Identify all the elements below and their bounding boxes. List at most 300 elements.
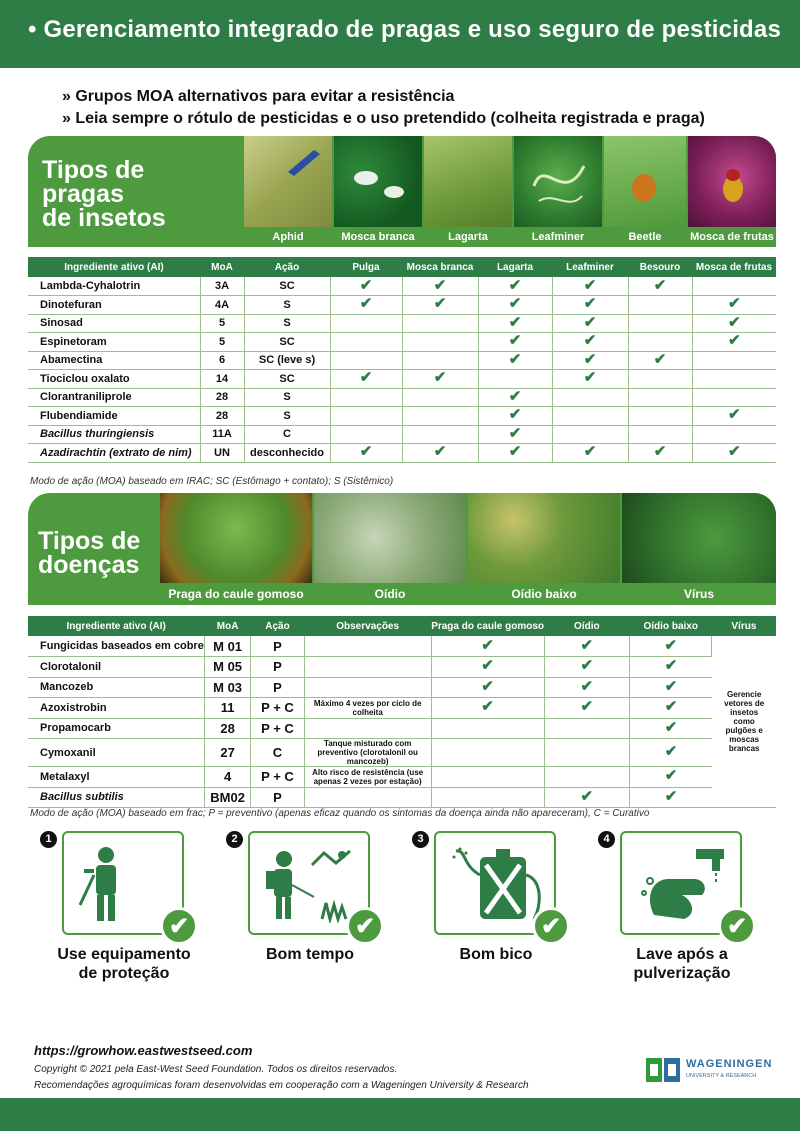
check-icon: ✔ bbox=[508, 387, 522, 405]
check-icon: ✔ bbox=[508, 443, 522, 461]
check-cell bbox=[628, 388, 692, 407]
ingredient-name: Azadirachtin (extrato de nim) bbox=[28, 444, 200, 463]
sprayer-nozzle-icon bbox=[448, 845, 548, 928]
check-cell bbox=[330, 370, 402, 389]
fungicide-note: Modo de ação (MOA) baseado em frac; P = preventivo (apenas eficaz quando os sintomas da doença ainda não apareceram), C = Curativo bbox=[30, 808, 650, 819]
photo-leafminer bbox=[514, 136, 602, 247]
check-icon: ✔ bbox=[433, 295, 447, 313]
table-row bbox=[28, 388, 776, 407]
check-cell bbox=[544, 677, 630, 698]
step-label bbox=[416, 945, 576, 964]
check-icon: ✔ bbox=[433, 443, 447, 461]
check-cell bbox=[330, 407, 402, 426]
check-cell bbox=[692, 296, 776, 315]
ingredient-name: Espinetoram bbox=[28, 333, 200, 352]
check-circle-icon: ✔ bbox=[532, 907, 570, 945]
check-icon: ✔ bbox=[664, 657, 678, 675]
moa-value: M 01 bbox=[204, 636, 251, 657]
check-cell bbox=[628, 314, 692, 333]
check-circle-icon: ✔ bbox=[346, 907, 384, 945]
check-icon: ✔ bbox=[727, 406, 741, 424]
check-icon: ✔ bbox=[583, 443, 597, 461]
table-header: Praga do caule gomoso bbox=[431, 616, 544, 636]
check-cell bbox=[402, 425, 478, 444]
step-label-line: pulverização bbox=[633, 965, 731, 982]
photo-gummy-stem bbox=[160, 493, 312, 605]
moa-value: BM02 bbox=[204, 787, 251, 808]
ingredient-name: Abamectina bbox=[28, 351, 200, 370]
check-icon: ✔ bbox=[727, 295, 741, 313]
check-cell bbox=[431, 767, 544, 788]
check-cell bbox=[692, 277, 776, 296]
intro-line-1: » Grupos MOA alternativos para evitar a resistência bbox=[62, 88, 455, 105]
moa-value: M 03 bbox=[204, 677, 251, 698]
action-value: SC (leve s) bbox=[244, 351, 330, 370]
observation: Máximo 4 vezes por ciclo de colheita bbox=[304, 698, 431, 719]
check-icon: ✔ bbox=[359, 369, 373, 387]
check-cell bbox=[692, 444, 776, 463]
table-row bbox=[28, 739, 776, 767]
check-cell bbox=[552, 277, 628, 296]
check-cell bbox=[330, 351, 402, 370]
step-label bbox=[230, 945, 390, 964]
check-cell bbox=[330, 296, 402, 315]
observation bbox=[304, 636, 431, 657]
check-icon: ✔ bbox=[359, 276, 373, 294]
ingredient-name: Propamocarb bbox=[28, 718, 204, 739]
moa-value: 11 bbox=[204, 698, 251, 719]
check-cell bbox=[330, 444, 402, 463]
check-icon: ✔ bbox=[664, 767, 678, 785]
photo-aphid bbox=[244, 136, 332, 247]
ingredient-name: Azoxistrobin bbox=[28, 698, 204, 719]
check-cell bbox=[431, 718, 544, 739]
check-icon: ✔ bbox=[583, 332, 597, 350]
action-value: P bbox=[251, 636, 304, 657]
check-icon: ✔ bbox=[580, 657, 594, 675]
check-cell bbox=[552, 370, 628, 389]
check-cell bbox=[402, 277, 478, 296]
check-cell bbox=[402, 444, 478, 463]
check-cell bbox=[692, 425, 776, 444]
ingredient-name: Dinotefuran bbox=[28, 296, 200, 315]
observation bbox=[304, 787, 431, 808]
moa-value: 27 bbox=[204, 739, 251, 767]
moa-value: 5 bbox=[200, 333, 244, 352]
check-icon: ✔ bbox=[481, 698, 494, 716]
header-bar bbox=[0, 0, 800, 68]
check-icon: ✔ bbox=[664, 787, 678, 805]
action-value: C bbox=[244, 425, 330, 444]
check-icon: ✔ bbox=[508, 406, 522, 424]
intro-line-2: » Leia sempre o rótulo de pesticidas e o uso pretendido (colheita registrada e praga) bbox=[62, 110, 705, 127]
action-value: P bbox=[251, 657, 304, 678]
check-icon: ✔ bbox=[583, 276, 597, 294]
table-header: MoA bbox=[200, 257, 244, 277]
table-row bbox=[28, 351, 776, 370]
check-cell bbox=[552, 333, 628, 352]
check-cell bbox=[628, 277, 692, 296]
check-cell bbox=[478, 444, 552, 463]
check-icon: ✔ bbox=[727, 443, 741, 461]
check-cell bbox=[478, 277, 552, 296]
check-icon: ✔ bbox=[727, 332, 741, 350]
ingredient-name: Clorotalonil bbox=[28, 657, 204, 678]
table-row bbox=[28, 277, 776, 296]
photo-caption: Leafminer bbox=[514, 227, 602, 247]
check-icon: ✔ bbox=[481, 636, 494, 654]
check-circle-icon: ✔ bbox=[718, 907, 756, 945]
moa-value: 14 bbox=[200, 370, 244, 389]
check-cell bbox=[544, 636, 630, 657]
table-header: Lagarta bbox=[478, 257, 552, 277]
protective-gear-icon bbox=[76, 845, 136, 928]
check-cell bbox=[431, 739, 544, 767]
observation bbox=[304, 677, 431, 698]
footer-copyright: Copyright © 2021 pela East-West Seed Foundation. Todos os direitos reservados. bbox=[34, 1064, 398, 1075]
ingredient-name: Clorantraniliprole bbox=[28, 388, 200, 407]
check-cell bbox=[402, 388, 478, 407]
table-row bbox=[28, 718, 776, 739]
check-icon: ✔ bbox=[653, 443, 667, 461]
observation: Tanque misturado com preventivo (clorotalonil ou mancozeb) bbox=[304, 739, 431, 767]
table-header: Ingrediente ativo (AI) bbox=[28, 257, 200, 277]
table-row bbox=[28, 787, 776, 808]
table-row bbox=[28, 370, 776, 389]
photo-caption: Oídio baixo bbox=[468, 583, 620, 605]
action-value: S bbox=[244, 296, 330, 315]
check-icon: ✔ bbox=[508, 295, 522, 313]
footer-url[interactable]: https://growhow.eastwestseed.com bbox=[34, 1043, 253, 1058]
whitefly-icon bbox=[344, 156, 414, 216]
ingredient-name: Bacillus thuringiensis bbox=[28, 425, 200, 444]
ingredient-name: Metalaxyl bbox=[28, 767, 204, 788]
check-cell bbox=[431, 698, 544, 719]
table-header: Observações bbox=[304, 616, 431, 636]
check-cell bbox=[552, 444, 628, 463]
action-value: S bbox=[244, 314, 330, 333]
table-header: Pulga bbox=[330, 257, 402, 277]
check-cell bbox=[330, 277, 402, 296]
check-cell bbox=[630, 698, 712, 719]
check-icon: ✔ bbox=[664, 698, 678, 716]
action-value: SC bbox=[244, 370, 330, 389]
step-number: 2 bbox=[226, 831, 243, 848]
action-value: SC bbox=[244, 277, 330, 296]
table-row bbox=[28, 407, 776, 426]
action-value: P bbox=[251, 787, 304, 808]
step-label-line: Bom bico bbox=[459, 946, 533, 963]
check-cell bbox=[544, 787, 630, 808]
table-header: Oídio baixo bbox=[630, 616, 712, 636]
check-cell bbox=[628, 351, 692, 370]
table-row bbox=[28, 314, 776, 333]
check-cell bbox=[552, 296, 628, 315]
check-cell bbox=[431, 657, 544, 678]
wageningen-logo-icon bbox=[646, 1058, 680, 1082]
check-cell bbox=[402, 314, 478, 333]
check-cell bbox=[552, 351, 628, 370]
check-icon: ✔ bbox=[508, 350, 522, 368]
wash-hands-icon bbox=[634, 845, 734, 928]
table-row bbox=[28, 677, 776, 698]
check-icon: ✔ bbox=[433, 369, 447, 387]
check-icon: ✔ bbox=[359, 295, 373, 313]
check-cell bbox=[330, 314, 402, 333]
step-label-line: Bom tempo bbox=[266, 946, 354, 963]
observation bbox=[304, 718, 431, 739]
check-cell bbox=[692, 407, 776, 426]
photo-caption: Oídio bbox=[314, 583, 466, 605]
table-header: Vírus bbox=[712, 616, 776, 636]
photo-beetle bbox=[604, 136, 686, 247]
diseases-title-line: Tipos de bbox=[38, 527, 141, 555]
check-cell bbox=[692, 333, 776, 352]
check-cell bbox=[544, 767, 630, 788]
check-cell bbox=[478, 370, 552, 389]
table-row bbox=[28, 698, 776, 719]
photo-caption: Vírus bbox=[622, 583, 776, 605]
check-icon: ✔ bbox=[508, 313, 522, 331]
check-icon: ✔ bbox=[508, 276, 522, 294]
moa-value: 28 bbox=[204, 718, 251, 739]
check-cell bbox=[552, 425, 628, 444]
check-cell bbox=[330, 388, 402, 407]
table-header: Leafminer bbox=[552, 257, 628, 277]
ingredient-name: Lambda-Cyhalotrin bbox=[28, 277, 200, 296]
table-row bbox=[28, 767, 776, 788]
photo-downy-mildew bbox=[468, 493, 620, 605]
check-icon: ✔ bbox=[481, 657, 494, 675]
table-header: Oídio bbox=[544, 616, 630, 636]
moa-value: UN bbox=[200, 444, 244, 463]
table-header: Ingrediente ativo (AI) bbox=[28, 616, 204, 636]
diseases-title bbox=[38, 529, 140, 577]
check-cell bbox=[431, 787, 544, 808]
table-row bbox=[28, 296, 776, 315]
action-value: P + C bbox=[251, 767, 304, 788]
footer-bar bbox=[0, 1098, 800, 1131]
check-cell bbox=[544, 718, 630, 739]
ingredient-name: Cymoxanil bbox=[28, 739, 204, 767]
check-cell bbox=[478, 425, 552, 444]
check-cell bbox=[630, 767, 712, 788]
check-icon: ✔ bbox=[580, 698, 594, 716]
ingredient-name: Flubendiamide bbox=[28, 407, 200, 426]
step-label-line: Use equipamento bbox=[57, 946, 191, 963]
check-cell bbox=[628, 296, 692, 315]
footer-text bbox=[34, 1062, 529, 1094]
diseases-title-line: doenças bbox=[38, 551, 140, 579]
ingredient-name: Tiociclou oxalato bbox=[28, 370, 200, 389]
check-cell bbox=[630, 718, 712, 739]
check-icon: ✔ bbox=[583, 313, 597, 331]
photo-caption: Praga do caule gomoso bbox=[160, 583, 312, 605]
table-row bbox=[28, 657, 776, 678]
table-header: Ação bbox=[244, 257, 330, 277]
observation bbox=[304, 657, 431, 678]
check-cell bbox=[478, 388, 552, 407]
action-value: desconhecido bbox=[244, 444, 330, 463]
footer-credit: Recomendações agroquímicas foram desenvolvidas em cooperação com a Wageningen University & Research bbox=[34, 1080, 529, 1091]
action-value: SC bbox=[244, 333, 330, 352]
ingredient-name: Mancozeb bbox=[28, 677, 204, 698]
check-icon: ✔ bbox=[359, 443, 373, 461]
check-icon: ✔ bbox=[653, 350, 667, 368]
check-cell bbox=[630, 636, 712, 657]
check-cell bbox=[544, 739, 630, 767]
step-number: 4 bbox=[598, 831, 615, 848]
check-icon: ✔ bbox=[580, 787, 594, 805]
check-cell bbox=[630, 677, 712, 698]
table-row bbox=[28, 333, 776, 352]
check-cell bbox=[402, 333, 478, 352]
photo-powdery-mildew bbox=[314, 493, 466, 605]
action-value: C bbox=[251, 739, 304, 767]
check-icon: ✔ bbox=[508, 332, 522, 350]
check-icon: ✔ bbox=[664, 677, 678, 695]
insects-title-line: Tipos de bbox=[42, 156, 145, 184]
moa-value: M 05 bbox=[204, 657, 251, 678]
check-cell bbox=[478, 407, 552, 426]
check-cell bbox=[552, 314, 628, 333]
table-header: Mosca de frutas bbox=[692, 257, 776, 277]
check-icon: ✔ bbox=[481, 677, 494, 695]
pen-icon bbox=[284, 146, 324, 176]
check-icon: ✔ bbox=[727, 313, 741, 331]
photo-caption: Beetle bbox=[604, 227, 686, 247]
moa-value: 3A bbox=[200, 277, 244, 296]
insecticide-table bbox=[28, 257, 776, 463]
moa-value: 4 bbox=[204, 767, 251, 788]
check-cell bbox=[478, 314, 552, 333]
check-icon: ✔ bbox=[580, 636, 594, 654]
check-cell bbox=[692, 351, 776, 370]
check-cell bbox=[628, 444, 692, 463]
moa-value: 28 bbox=[200, 407, 244, 426]
check-cell bbox=[431, 677, 544, 698]
check-cell bbox=[478, 351, 552, 370]
logo-name: WAGENINGEN bbox=[686, 1058, 773, 1070]
check-cell bbox=[402, 370, 478, 389]
ingredient-name: Fungicidas baseados em cobre bbox=[28, 636, 204, 657]
step-label bbox=[44, 945, 204, 983]
action-value: P + C bbox=[251, 698, 304, 719]
check-cell bbox=[692, 314, 776, 333]
wageningen-logo bbox=[646, 1056, 786, 1086]
check-cell bbox=[544, 698, 630, 719]
table-header: MoA bbox=[204, 616, 251, 636]
observation: Alto risco de resistência (use apenas 2 vezes por estação) bbox=[304, 767, 431, 788]
check-icon: ✔ bbox=[583, 369, 597, 387]
check-cell bbox=[630, 657, 712, 678]
photo-caption: Aphid bbox=[244, 227, 332, 247]
check-cell bbox=[628, 407, 692, 426]
check-cell bbox=[552, 388, 628, 407]
moa-value: 28 bbox=[200, 388, 244, 407]
check-cell bbox=[628, 370, 692, 389]
table-row bbox=[28, 636, 776, 657]
step-label bbox=[602, 945, 762, 983]
check-cell bbox=[630, 739, 712, 767]
check-icon: ✔ bbox=[433, 276, 447, 294]
action-value: S bbox=[244, 388, 330, 407]
check-cell bbox=[478, 333, 552, 352]
check-cell bbox=[692, 370, 776, 389]
intro-bullets bbox=[62, 86, 705, 130]
table-row bbox=[28, 425, 776, 444]
action-value: P bbox=[251, 677, 304, 698]
step-number: 3 bbox=[412, 831, 429, 848]
check-cell bbox=[628, 425, 692, 444]
action-value: S bbox=[244, 407, 330, 426]
table-header: Besouro bbox=[628, 257, 692, 277]
good-weather-sprayer-icon bbox=[262, 845, 362, 928]
photo-virus bbox=[622, 493, 776, 605]
leaf-trail-icon bbox=[524, 146, 594, 216]
check-cell bbox=[628, 333, 692, 352]
beetle-icon bbox=[624, 166, 664, 206]
check-icon: ✔ bbox=[664, 636, 678, 654]
check-cell bbox=[478, 296, 552, 315]
photo-caption: Lagarta bbox=[424, 227, 512, 247]
photo-caption: Mosca de frutas bbox=[688, 227, 776, 247]
action-value: P + C bbox=[251, 718, 304, 739]
check-cell bbox=[402, 296, 478, 315]
moa-value: 11A bbox=[200, 425, 244, 444]
check-cell bbox=[544, 657, 630, 678]
check-icon: ✔ bbox=[583, 350, 597, 368]
photo-caterpillar bbox=[424, 136, 512, 247]
check-icon: ✔ bbox=[508, 424, 522, 442]
photo-caption: Mosca branca bbox=[334, 227, 422, 247]
check-cell bbox=[692, 388, 776, 407]
step-label-line: Lave após a bbox=[636, 946, 728, 963]
fungicide-table bbox=[28, 616, 776, 808]
table-header: Ação bbox=[251, 616, 304, 636]
table-row bbox=[28, 444, 776, 463]
logo-subtitle: UNIVERSITY & RESEARCH bbox=[686, 1073, 757, 1079]
check-circle-icon: ✔ bbox=[160, 907, 198, 945]
moa-value: 4A bbox=[200, 296, 244, 315]
virus-note: Gerencie vetores de insetos como pulgões e moscas brancas bbox=[712, 636, 776, 808]
table-header: Mosca branca bbox=[402, 257, 478, 277]
ingredient-name: Sinosad bbox=[28, 314, 200, 333]
check-cell bbox=[431, 636, 544, 657]
check-icon: ✔ bbox=[664, 718, 678, 736]
check-icon: ✔ bbox=[583, 295, 597, 313]
page-title: • Gerenciamento integrado de pragas e uso seguro de pesticidas bbox=[28, 16, 782, 43]
insects-title bbox=[42, 158, 166, 230]
check-cell bbox=[402, 407, 478, 426]
moa-value: 5 bbox=[200, 314, 244, 333]
check-cell bbox=[330, 425, 402, 444]
insects-title-line: pragas bbox=[42, 180, 124, 208]
check-icon: ✔ bbox=[664, 743, 678, 760]
moa-value: 6 bbox=[200, 351, 244, 370]
insects-title-line: de insetos bbox=[42, 204, 166, 232]
check-icon: ✔ bbox=[653, 276, 667, 294]
fruitfly-icon bbox=[708, 161, 758, 211]
check-icon: ✔ bbox=[580, 677, 594, 695]
check-cell bbox=[552, 407, 628, 426]
check-cell bbox=[630, 787, 712, 808]
step-label-line: de proteção bbox=[78, 965, 170, 982]
step-number: 1 bbox=[40, 831, 57, 848]
check-cell bbox=[330, 333, 402, 352]
photo-whitefly bbox=[334, 136, 422, 247]
insecticide-note: Modo de ação (MOA) baseado em IRAC; SC (Estômago + contato); S (Sistêmico) bbox=[30, 476, 394, 487]
